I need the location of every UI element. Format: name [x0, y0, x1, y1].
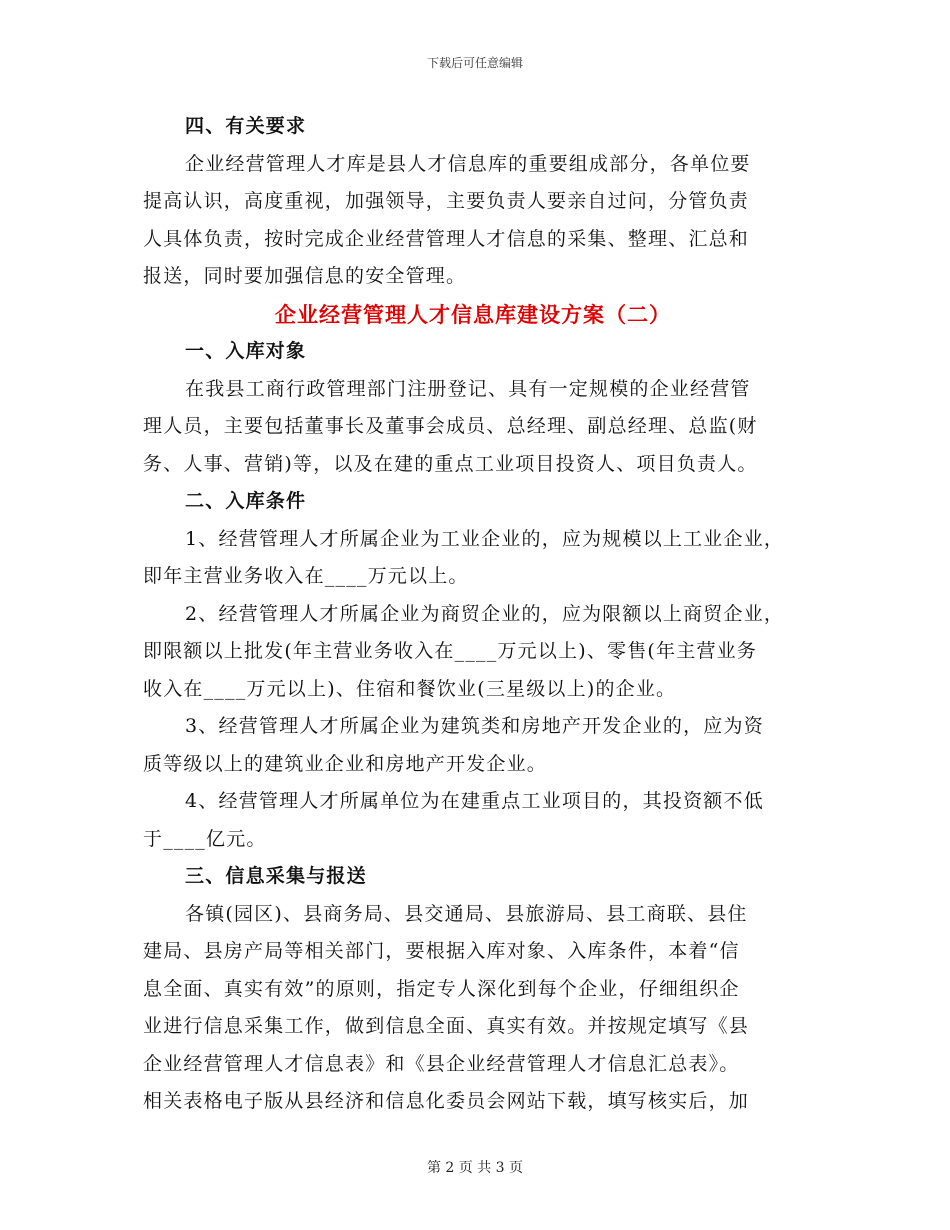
paragraph-line: 提高认识，高度重视，加强领导，主要负责人要亲自过问，分管负责 — [143, 190, 750, 212]
paragraph-line: 4、经营管理人才所属单位为在建重点工业项目的，其投资额不低 — [185, 790, 764, 812]
section-heading: 二、入库条件 — [185, 490, 307, 512]
paragraph-line: 企业经营管理人才信息表》和《县企业经营管理人才信息汇总表》。 — [143, 1052, 740, 1075]
document-body — [143, 108, 803, 1121]
page-footer: 第 2 页 共 3 页 — [426, 1160, 524, 1176]
paragraph-line: 即年主营业务收入在____万元以上。 — [143, 565, 469, 587]
page-header: 下载后可任意编辑 — [426, 56, 523, 70]
paragraph-line: 收入在____万元以上)、住宿和餐饮业(三星级以上)的企业。 — [143, 677, 677, 700]
paragraph-line: 各镇(园区)、县商务局、县交通局、县旅游局、县工商联、县住 — [185, 902, 748, 925]
paragraph-line: 理人员，主要包括董事长及董事会成员、总经理、副总经理、总监(财 — [143, 415, 758, 437]
paragraph-line: 2、经营管理人才所属企业为商贸企业的，应为限额以上商贸企业， — [185, 602, 785, 625]
paragraph-line: 于____亿元。 — [143, 827, 267, 850]
paragraph-line: 业进行信息采集工作，做到信息全面、真实有效。并按规定填写《县 — [143, 1015, 750, 1037]
section-title: 企业经营管理人才信息库建设方案（二） — [275, 301, 671, 327]
paragraph-line: 质等级以上的建筑业企业和房地产开发企业。 — [143, 752, 548, 775]
paragraph-line: 报送，同时要加强信息的安全管理。 — [143, 265, 467, 287]
paragraph-line: 相关表格电子版从县经济和信息化委员会网站下载，填写核实后，加 — [143, 1090, 750, 1112]
paragraph-line: 息全面、真实有效”的原则，指定专人深化到每个企业，仔细组织企 — [143, 977, 740, 1000]
section-heading: 一、入库对象 — [185, 340, 307, 362]
paragraph-line: 务、人事、营销)等，以及在建的重点工业项目投资人、项目负责人。 — [143, 452, 758, 475]
section-heading: 三、信息采集与报送 — [185, 865, 367, 887]
paragraph-line: 3、经营管理人才所属企业为建筑类和房地产开发企业的，应为资 — [185, 715, 764, 737]
paragraph-line: 企业经营管理人才库是县人才信息库的重要组成部分，各单位要 — [185, 152, 751, 175]
paragraph-line: 建局、县房产局等相关部门，要根据入库对象、入库条件，本着“信 — [143, 940, 740, 962]
paragraph-line: 人具体负责，按时完成企业经营管理人才信息的采集、整理、汇总和 — [143, 227, 750, 250]
section-heading: 四、有关要求 — [185, 115, 307, 137]
paragraph-line: 在我县工商行政管理部门注册登记、具有一定规模的企业经营管 — [185, 377, 751, 400]
paragraph-line: 即限额以上批发(年主营业务收入在____万元以上)、零售(年主营业务 — [143, 640, 758, 662]
paragraph-line: 1、经营管理人才所属企业为工业企业的，应为规模以上工业企业， — [185, 527, 785, 550]
